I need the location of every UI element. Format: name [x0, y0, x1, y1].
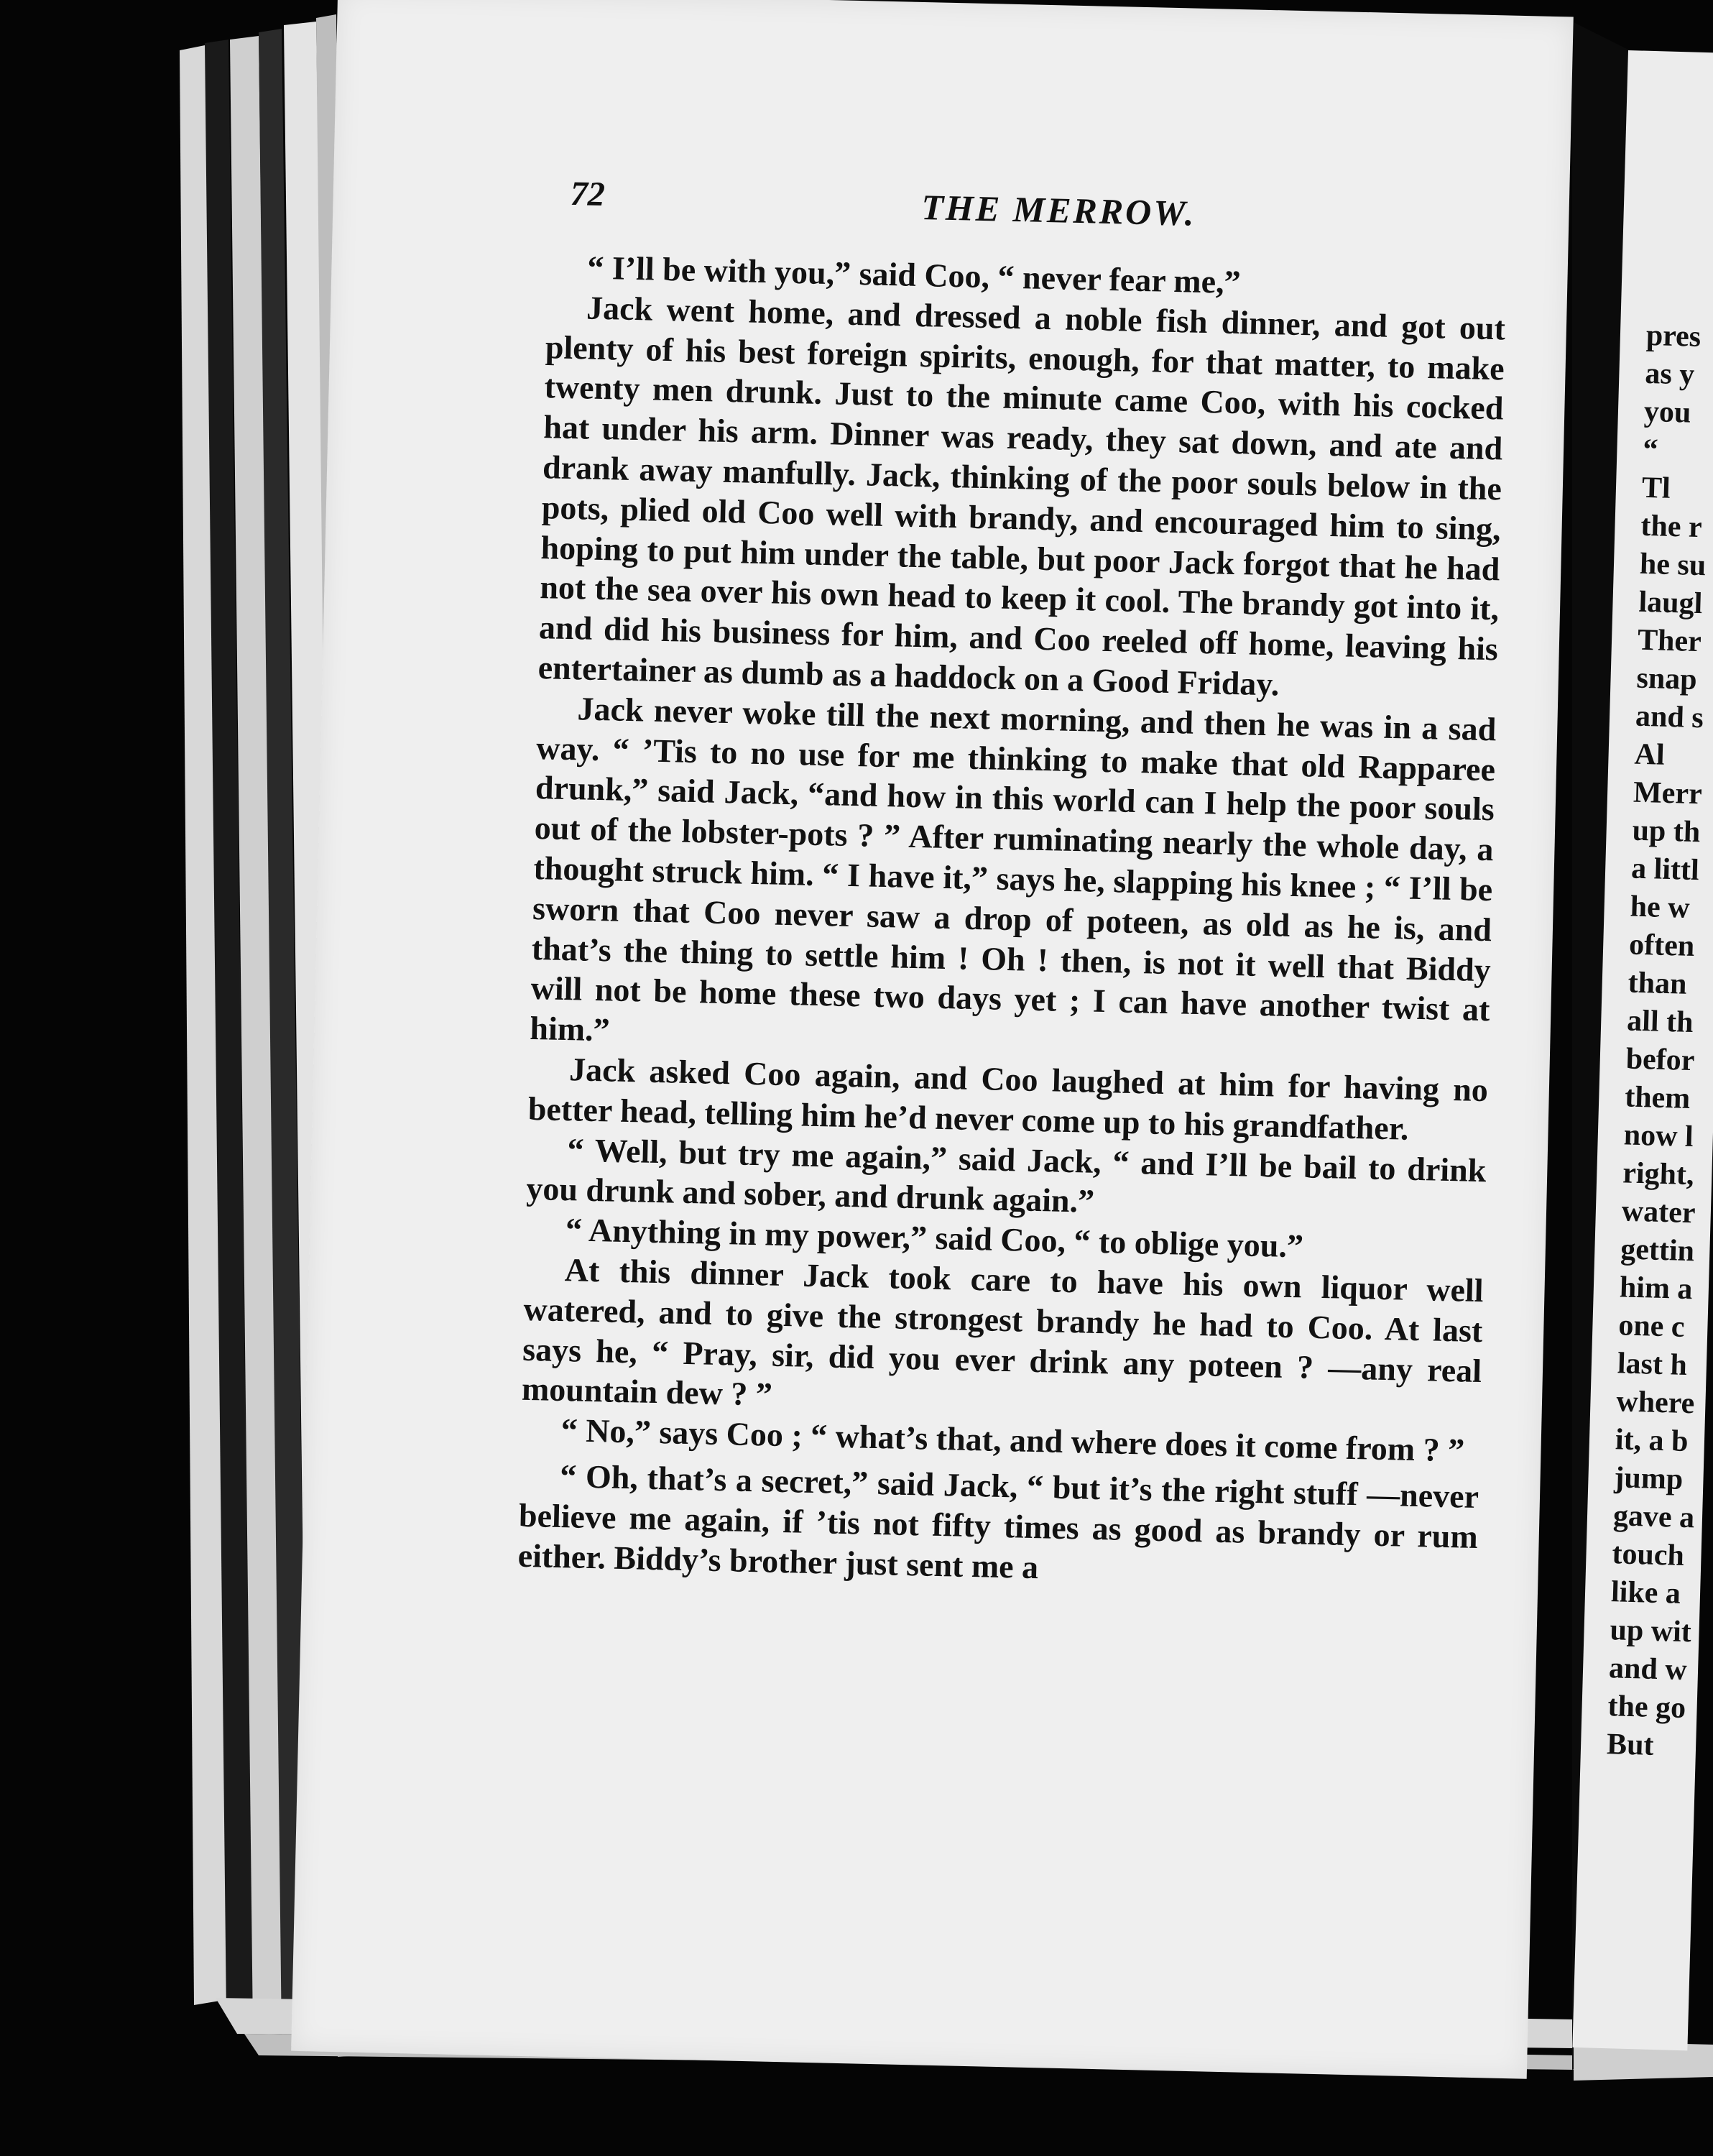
adjacent-page-line: But [1606, 1728, 1655, 1762]
body-text [517, 247, 1507, 1597]
adjacent-page-line: them [1624, 1080, 1691, 1115]
adjacent-page-line: as y [1644, 356, 1695, 392]
book-page [291, 0, 1574, 2079]
adjacent-page-line: where [1615, 1385, 1695, 1421]
paragraph: “ Anything in my power,” said Coo, “ to oblige you.” [565, 1211, 1304, 1265]
adjacent-page-line: and s [1635, 699, 1704, 735]
adjacent-page-line: gettin [1620, 1233, 1695, 1268]
adjacent-page-line: the r [1640, 509, 1703, 545]
paragraph: Jack went home, and dressed a noble fish dinner, and got out plenty of his best foreign spirits, enough, for that matter, to make twenty men drunk. Just to the minute came Coo, with his cocked hat under his arm. Dinner was ready, they sat down, and ate and drank away manfully. Jack, thinking of the poor souls below in the pots, plied old Coo well with brandy, and encouraged him to sing, hoping to put him under the table, but poor Jack forgot that he had not the sea over his own head to keep it cool. The brandy got into it, and did his business for him, and Coo reeled off home, leaving his entertainer as dumb as a haddock on a Good Friday. [537, 289, 1506, 703]
paragraph: “ I’ll be with you,” said Coo, “ never fear me,” [586, 249, 1242, 301]
adjacent-page-line: one c [1617, 1309, 1686, 1344]
paragraph: Jack asked Coo again, and Coo laughed at him for having no better head, telling him he’d never come up to his grandfather. [527, 1051, 1489, 1147]
paragraph: “ Oh, that’s a secret,” said Jack, “ but it’s the right stuff —never believe me again, if ’tis not fifty times as good as brandy or rum either. Biddy’s brother just sent me a [517, 1457, 1479, 1585]
adjacent-page-line: water [1621, 1194, 1696, 1230]
adjacent-page-line: jump [1613, 1461, 1684, 1496]
paragraph: At this dinner Jack took care to have his own liquor well watered, and to give the strongest brandy he had to Coo. At last says he, “ Pray, sir, did you ever drink any poteen ? —any real mountain dew ? ” [521, 1251, 1485, 1414]
adjacent-page-line: Al [1634, 737, 1666, 772]
adjacent-page-line: up th [1632, 814, 1701, 849]
adjacent-page-line: often [1628, 928, 1695, 964]
adjacent-page-line: Merr [1633, 775, 1703, 811]
adjacent-page-text [1606, 317, 1713, 1768]
adjacent-page-line: the go [1607, 1690, 1686, 1726]
adjacent-page-line: than [1627, 966, 1688, 1001]
adjacent-page-line: a littl [1630, 852, 1700, 888]
adjacent-page-line: touch [1611, 1537, 1685, 1572]
adjacent-page-line: befor [1625, 1042, 1696, 1078]
page-header [569, 174, 1548, 261]
paragraph: Jack never woke till the next morning, and then he was in a sad way. “ ’Tis to no use for me thinking to make that old Rapparee drunk,” said Jack, “and how in this world can I help the poor souls out of the lobster-pots ? ” After ruminating nearly the whole day, a thought struck him. “ I have it,” says he, slapping his knee ; “ I’ll be sworn that Coo never saw a drop of poteen, as old as he is, and that’s the thing to settle him ! Oh ! then, is not it well that Biddy will not be home these two days yet ; I can have another twist at him.” [529, 690, 1497, 1049]
adjacent-page-line: gave a [1612, 1499, 1695, 1535]
adjacent-page-line: laugl [1638, 585, 1703, 621]
adjacent-page-line: now l [1623, 1118, 1694, 1154]
paragraph: “ Well, but try me again,” said Jack, “ and I’ll be bail to drink you drunk and sober, and drunk again.” [525, 1130, 1487, 1220]
paragraph: “ No,” says Coo ; “ what’s that, and where does it come from ? ” [560, 1411, 1465, 1469]
adjacent-page-line: all th [1626, 1004, 1694, 1040]
adjacent-page-line: you [1643, 395, 1691, 430]
adjacent-page-line: and w [1608, 1651, 1688, 1687]
adjacent-page-line: Tl [1641, 471, 1671, 505]
page-number: 72 [570, 174, 606, 213]
adjacent-page-line: he w [1630, 890, 1691, 925]
adjacent-page-line: Ther [1637, 623, 1702, 659]
adjacent-page-line: him a [1619, 1271, 1694, 1307]
adjacent-page-line: he su [1639, 547, 1707, 583]
adjacent-page-line: last h [1617, 1347, 1688, 1382]
adjacent-page-line: like a [1610, 1575, 1681, 1611]
adjacent-page-line: pres [1645, 318, 1702, 354]
adjacent-page-line: “ [1642, 433, 1659, 467]
running-head: THE MERROW. [920, 187, 1197, 234]
adjacent-page-line: right, [1622, 1156, 1695, 1192]
adjacent-page-line: snap [1635, 661, 1698, 697]
adjacent-page-line: up wit [1609, 1613, 1692, 1649]
adjacent-page-line: it, a b [1615, 1423, 1689, 1459]
